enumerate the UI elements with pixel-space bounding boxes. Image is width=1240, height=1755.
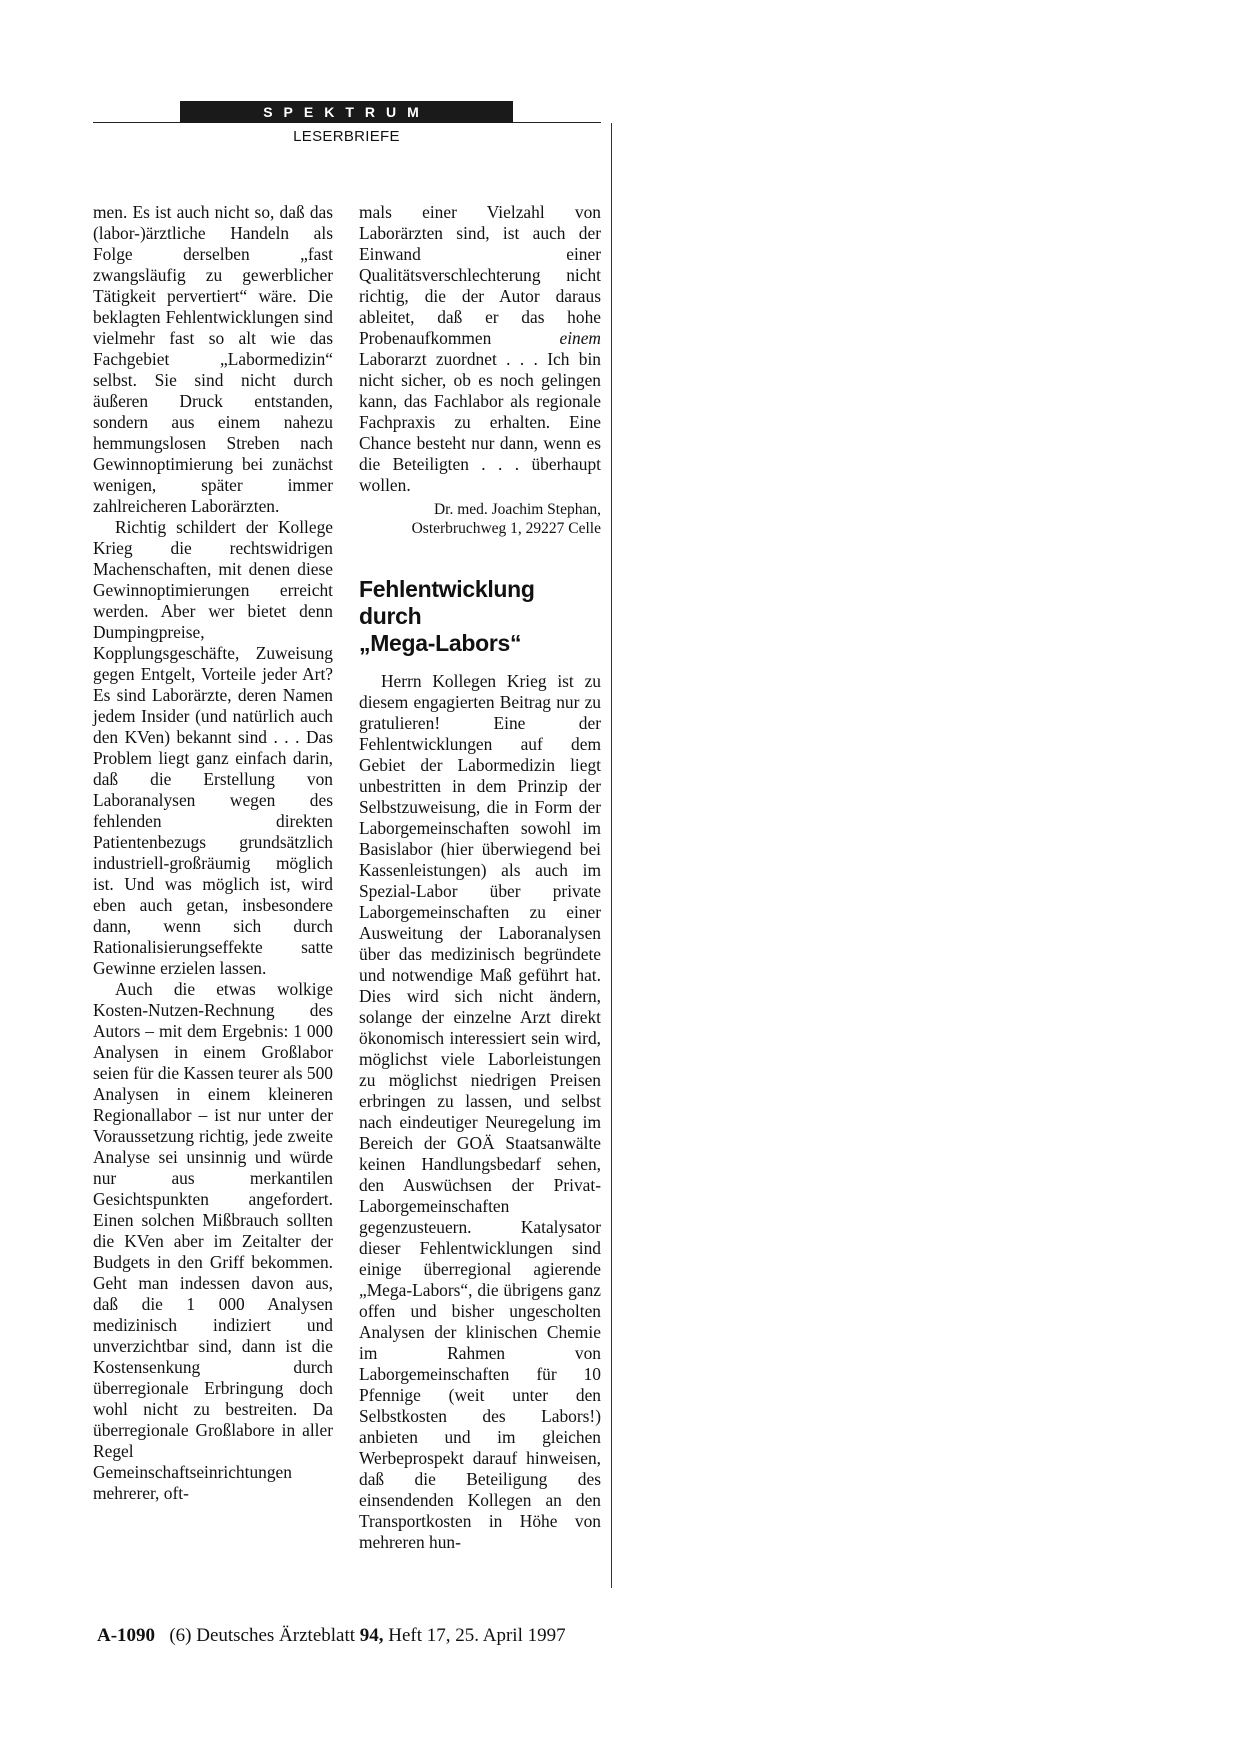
- letter2-title: [359, 576, 601, 657]
- letter2-body: Herrn Kollegen Krieg ist zu diesem engagierten Beitrag nur zu gratulieren! Eine der Fehlentwicklungen auf dem Gebiet der Labormedizin liegt unbestritten in dem Prinzip der Selbstzuweisung, die in Form der Laborgemeinschaften sowohl im Basislabor (hier überwiegend bei Kassenleistungen) als auch im Spezial-Labor über private Laborgemeinschaften zu einer Ausweitung der Laboranalysen über das medizinisch begründete und notwendige Maß geführt hat. Dies wird sich nicht ändern, solange der einzelne Arzt direkt ökonomisch interessiert sein wird, möglichst viele Laborleistungen zu möglichst niedrigen Preisen erbringen zu lassen, und selbst nach eindeutiger Neuregelung im Bereich der GOÄ Staatsanwälte keinen Handlungsbedarf sehen, den Auswüchsen der Privat-Laborgemeinschaften gegenzusteuern. Katalysator dieser Fehlentwicklungen sind einige überregional agierende „Mega-Labors“, die übrigens ganz offen und bisher ungescholten Analysen der klinischen Chemie im Rahmen von Laborgemeinschaften für 10 Pfennige (weit unter den Selbstkosten des Labors!) anbieten und im gleichen Werbeprospekt darauf hinweisen, daß die Beteiligung des einsendenden Kollegen an den Transportkosten in Höhe von mehreren hun-: [359, 671, 601, 1552]
- subsection-label: LESERBRIEFE: [293, 128, 400, 145]
- signature-name: Dr. med. Joachim Stephan,: [433, 501, 601, 518]
- footer-journal: Deutsches Ärzteblatt: [196, 1625, 356, 1646]
- column-divider: [611, 123, 612, 1588]
- left-paragraph-2: Richtig schildert der Kollege Krieg die rechtswidrigen Machenschaften, mit denen diese Gewinnoptimierungen erreicht werden. Aber wer bietet denn Dumpingpreise, Kopplungsgeschäfte, Zuweisung gegen Entgelt, Vorteile jeder Art? Es sind Laborärzte, deren Namen jedem Insider (und natürlich auch den KVen) bekannt sind . . . Das Problem liegt ganz einfach darin, daß die Erstellung von Laboranalysen wegen des fehlenden direkten Patientenbezugs grundsätzlich industriell-großräumig möglich ist. Und was möglich ist, wird eben auch getan, insbesondere dann, wenn sich durch Rationalisierungseffekte satte Gewinne erzielen lassen.: [93, 517, 333, 978]
- letter1-signature: [359, 500, 601, 538]
- letter1-emphasis: einem: [559, 328, 601, 348]
- footer-issue: Heft 17, 25. April 1997: [388, 1625, 566, 1646]
- left-paragraph-3: Auch die etwas wolkige Kosten-Nutzen-Rechnung des Autors – mit dem Ergebnis: 1 000 Analysen in einem Großlabor seien für die Kassen teurer als 500 Analysen in einem kleineren Regionallabor – ist nur unter der Voraussetzung richtig, jede zweite Analyse sei unsinnig und würde nur aus merkantilen Gesichtspunkten angefordert. Einen solchen Mißbrauch sollten die KVen aber im Zeitalter der Budgets in den Griff bekommen. Geht man indessen davon aus, daß die 1 000 Analysen medizinisch indiziert und unverzichtbar sind, dann ist die Kostensenkung durch überregionale Erbringung doch wohl nicht zu bestreiten. Da überregionale Großlabore in aller Regel Gemeinschaftseinrichtungen mehrerer, oft-: [93, 979, 333, 1503]
- letter1-text-b: Laborarzt zuordnet . . . Ich bin nicht sicher, ob es noch gelingen kann, das Fachlabor als regionale Fachpraxis zu erhalten. Eine Chance besteht nur dann, wenn es die Beteiligten . . . überhaupt wollen.: [359, 349, 601, 495]
- section-label: SPEKTRUM: [180, 101, 513, 123]
- left-column: [93, 202, 333, 1504]
- letter2-title-line1: Fehlentwicklung durch: [359, 576, 535, 629]
- left-paragraph-1: men. Es ist auch nicht so, daß das (labor-)ärztliche Handeln als Folge derselben „fast zwangsläufig zu gewerblicher Tätigkeit pervertiert“ wäre. Die beklagten Fehlentwicklungen sind vielmehr fast so alt wie das Fachgebiet „Labormedizin“ selbst. Sie sind nicht durch äußeren Druck entstanden, sondern aus einem nahezu hemmungslosen Streben nach Gewinnoptimierung bei zunächst wenigen, später immer zahlreicheren Laborärzten.: [93, 202, 333, 516]
- footer-page-ref: A-1090: [97, 1625, 156, 1646]
- footer-volume: 94,: [359, 1625, 384, 1646]
- letter2-title-line2: „Mega-Labors“: [359, 630, 522, 656]
- right-column: [359, 202, 601, 1553]
- letter1-continued: [359, 202, 601, 496]
- signature-address: Osterbruchweg 1, 29227 Celle: [411, 520, 601, 537]
- footer-page-num: (6): [169, 1625, 192, 1646]
- letter1-text-a: mals einer Vielzahl von Laborärzten sind, ist auch der Einwand einer Qualitätsverschlechterung nicht richtig, die der Autor daraus ableitet, daß er das hohe Probenaufkommen: [359, 202, 601, 348]
- page-footer: [97, 1625, 566, 1647]
